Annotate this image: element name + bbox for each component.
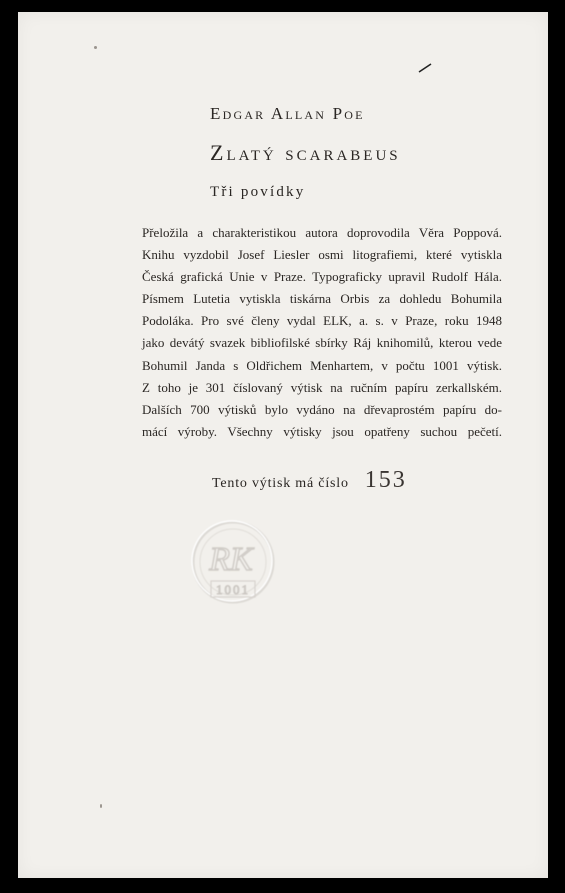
copy-number-row — [212, 467, 407, 494]
copy-number: 153 — [364, 467, 407, 493]
copy-number-label: Tento výtisk má číslo — [212, 476, 349, 491]
colophon-line: Bohumil Janda s Oldřichem Menhartem, v počtu 1001 výtisk. — [142, 357, 502, 373]
paper-speck — [94, 46, 97, 49]
colophon — [142, 222, 502, 443]
colophon-line: Z toho je 301 číslovaný výtisk na ručním papíru zerkallském. — [142, 379, 502, 395]
book-title: Zlatý scarabeus — [210, 140, 401, 165]
paper-speck — [100, 804, 102, 808]
colophon-line: mácí výroby. Všechny výtisky jsou opatřeny suchou pečetí. — [142, 423, 502, 439]
book-subtitle: Tři povídky — [210, 184, 306, 200]
colophon-line: Písmem Lutetia vytiskla tiskárna Orbis za dohledu Bohumila — [142, 291, 502, 307]
pencil-mark-icon — [418, 63, 432, 73]
author-name: Edgar Allan Poe — [210, 104, 365, 123]
colophon-line: Podoláka. Pro své členy vydal ELK, a. s. v Praze, roku 1948 — [142, 313, 502, 329]
colophon-line: jako devátý svazek bibliofilské sbírky Ráj knihomilů, kterou vede — [142, 335, 502, 351]
colophon-line: Přeložila a charakteristikou autora doprovodila Věra Poppová. — [142, 225, 502, 240]
colophon-line: Knihu vyzdobil Josef Liesler osmi litografiemi, které vytiskla — [142, 247, 502, 263]
dry-seal-emboss — [178, 512, 288, 622]
colophon-line: Dalších 700 výtisků bylo vydáno na dřevaprostém papíru do- — [142, 401, 502, 417]
colophon-line: Česká grafická Unie v Praze. Typograficky upravil Rudolf Hála. — [142, 269, 502, 285]
seal-monogram: RK — [209, 541, 253, 578]
book-page — [18, 12, 548, 878]
seal-edition-number: 1001 — [216, 582, 250, 597]
